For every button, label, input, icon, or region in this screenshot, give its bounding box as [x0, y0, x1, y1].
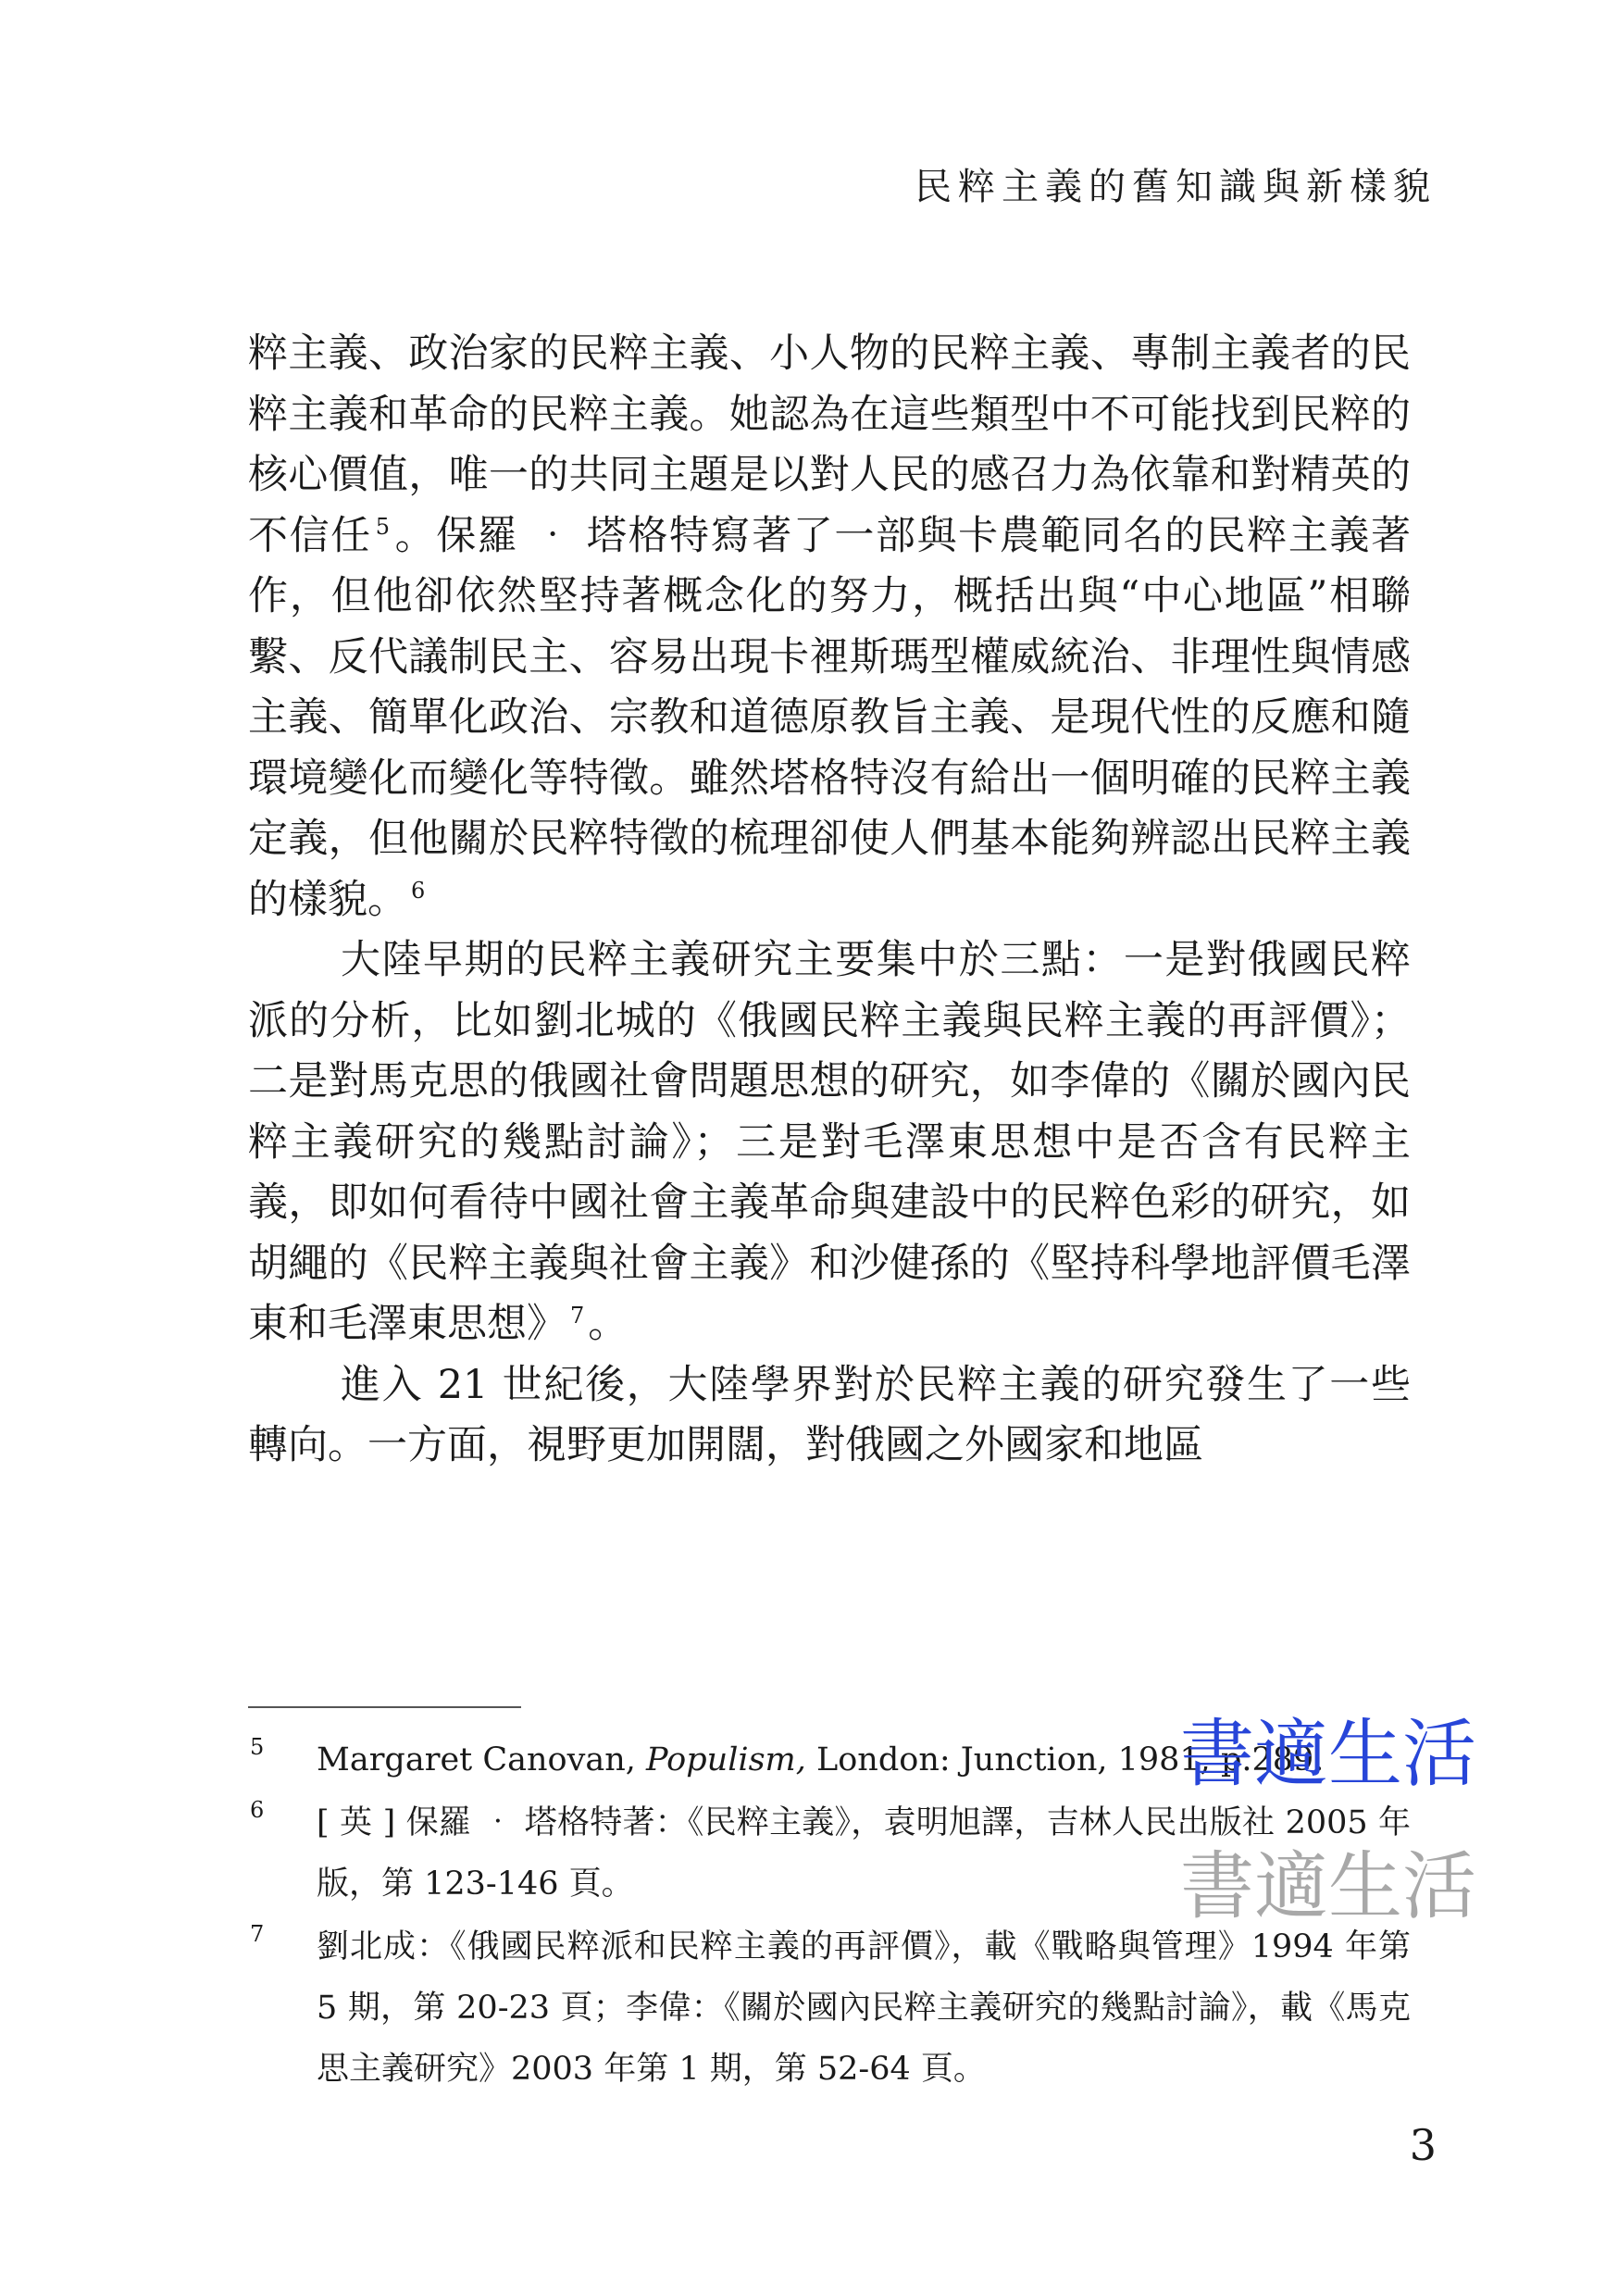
page-number: 3 [1409, 2120, 1437, 2170]
running-header: 民粹主義的舊知識與新樣貌 [915, 166, 1437, 208]
footnote-text: 劉北成：《俄國民粹派和民粹主義的再評價》，載《戰略與管理》1994 年第 5 期，第 20-23 頁；李偉：《關於國內民粹主義研究的幾點討論》，載《馬克思主義研究》2003 年第 1 期，第 52-64 頁。 [317, 1928, 1411, 2088]
footnote-ref-6[interactable]: 6 [411, 878, 426, 905]
paragraph-1-text-a: 粹主義、政治家的民粹主義、小人物的民粹主義、專制主義者的民粹主義和革命的民粹主義。她認為在這些類型中不可能找到民粹的核心價值，唯一的共同主題是以對人民的感召力為依靠和對精英的不信任 [248, 331, 1411, 559]
paragraph-2-text-a: 大陸早期的民粹主義研究主要集中於三點：一是對俄國民粹派的分析，比如劉北城的《俄國民粹主義與民粹主義的再評價》；二是對馬克思的俄國社會問題思想的研究，如李偉的《關於國內民粹主義研究的幾點討論》；三是對毛澤東思想中是否含有民粹主義，即如何看待中國社會主義革命與建設中的民粹色彩的研究，如胡繩的《民粹主義與社會主義》和沙健孫的《堅持科學地評價毛澤東和毛澤東思想》 [248, 937, 1411, 1347]
footnote-7 [248, 1916, 1411, 2100]
footnote-number: 5 [250, 1734, 265, 1760]
footnote-number: 6 [250, 1797, 265, 1823]
paragraph-2 [248, 930, 1411, 1355]
watermark-gray: 書適生活 [1180, 1843, 1476, 1929]
footnote-text: [ 英 ] 保羅 ‧ 塔格特著：《民粹主義》，袁明旭譯，吉林人民出版社 2005 年版，第 123-146 頁。 [317, 1804, 1411, 1903]
watermark-blue: 書適生活 [1180, 1711, 1476, 1797]
footnote-number: 7 [250, 1921, 265, 1947]
body-text [248, 324, 1411, 1477]
paragraph-1 [248, 324, 1411, 930]
paragraph-2-text-b: 。 [588, 1301, 629, 1347]
footnote-separator [248, 1706, 521, 1708]
paragraph-1-text-b: 。保羅 ‧ 塔格特寫著了一部與卡農範同名的民粹主義著作，但他卻依然堅持著概念化的努力，概括出與“中心地區”相聯繫、反代議制民主、容易出現卡裡斯瑪型權威統治、非理性與情感主義、簡單化政治、宗教和道德原教旨主義、是現代性的反應和隨環境變化而變化等特徵。雖然塔格特沒有給出一個明確的民粹主義定義，但他關於民粹特徵的梳理卻使人們基本能夠辨認出民粹主義的樣貌。 [248, 512, 1412, 923]
footnote-text-post: London: Junction, 1981, p.289. [805, 1741, 1325, 1778]
footnote-book-title: Populism, [646, 1741, 806, 1778]
footnote-ref-5[interactable]: 5 [375, 514, 391, 541]
footnote-ref-7[interactable]: 7 [570, 1302, 585, 1329]
footnote-text-pre: Margaret Canovan, [317, 1741, 647, 1778]
paragraph-3: 進入 21 世紀後，大陸學界對於民粹主義的研究發生了一些轉向。一方面，視野更加開闊，對俄國之外國家和地區 [248, 1361, 1411, 1468]
